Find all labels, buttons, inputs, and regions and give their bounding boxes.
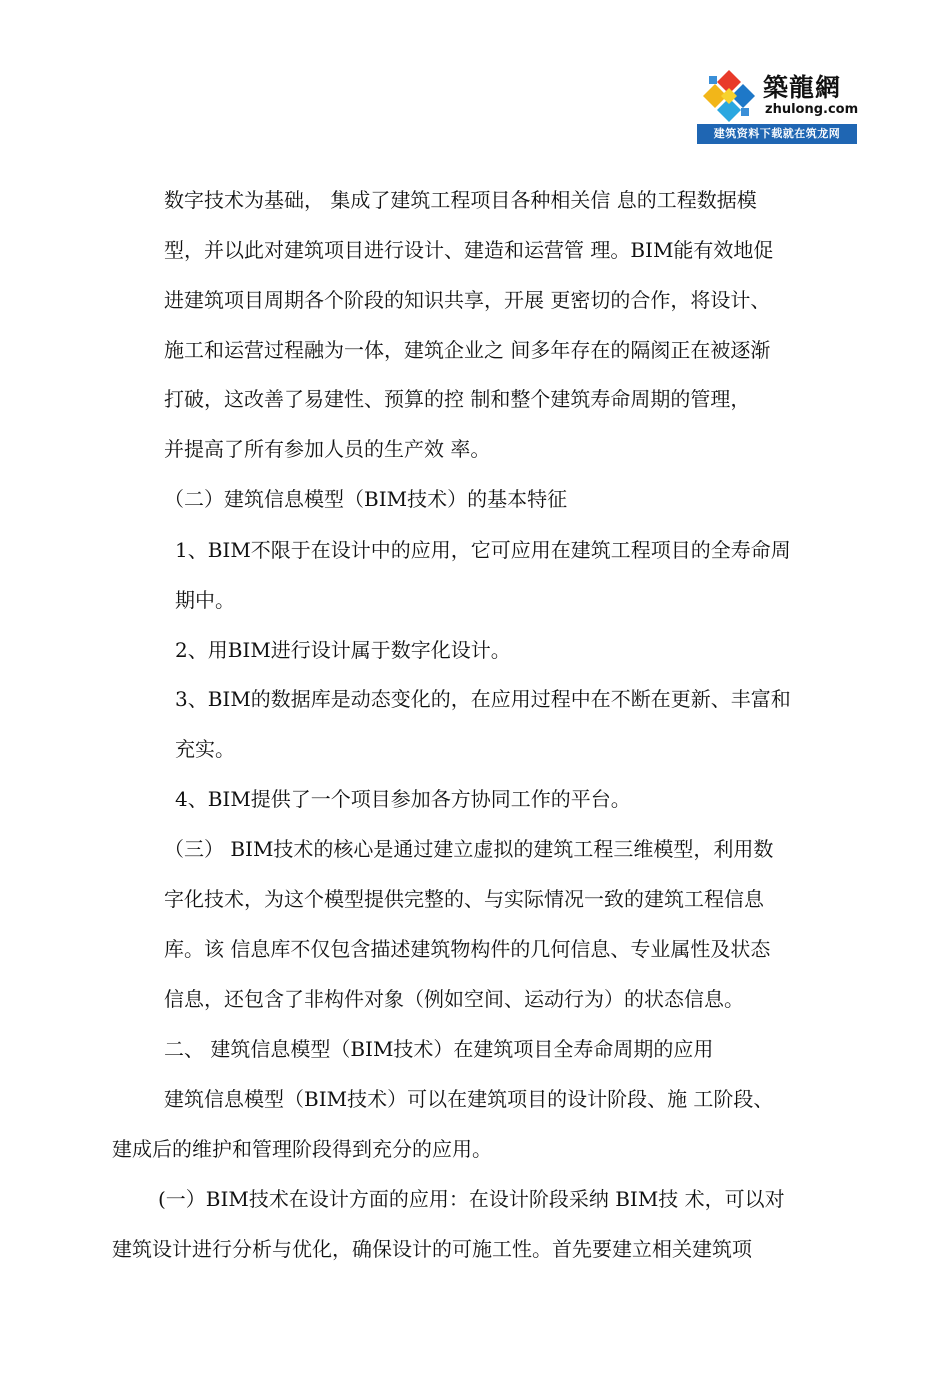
body-line: 信息，还包含了非构件对象（例如空间、运动行为）的状态信息。 <box>164 987 744 1011</box>
logo-brand-name: 築龍網 <box>763 73 842 102</box>
list-item: 3、BIM的数据库是动态变化的，在应用过程中在不断在更新、丰富和 <box>175 687 791 711</box>
list-item: 1、BIM不限于在设计中的应用，它可应用在建筑工程项目的全寿命周 <box>175 538 791 562</box>
body-line: 进建筑项目周期各个阶段的知识共享，开展 更密切的合作，将设计、 <box>164 288 771 312</box>
section-heading: （二）建筑信息模型（BIM技术）的基本特征 <box>164 487 568 511</box>
body-line: （三） BIM技术的核心是通过建立虚拟的建筑工程三维模型，利用数 <box>164 837 774 861</box>
list-item-continuation: 充实。 <box>175 737 235 761</box>
body-line: 库。该 信息库不仅包含描述建筑物构件的几何信息、专业属性及状态 <box>164 937 771 961</box>
body-line: 型，并以此对建筑项目进行设计、建造和运营管 理。BIM能有效地促 <box>164 238 774 262</box>
body-line: 建成后的维护和管理阶段得到充分的应用。 <box>112 1137 492 1161</box>
list-item: 4、BIM提供了一个项目参加各方协同工作的平台。 <box>175 787 631 811</box>
list-item: 2、用BIM进行设计属于数字化设计。 <box>175 638 511 662</box>
body-line: 打破，这改善了易建性、预算的控 制和整个建筑寿命周期的管理， <box>164 387 751 411</box>
zhulong-logo-icon <box>701 68 757 124</box>
logo-slogan: 建筑资料下载就在筑龙网 <box>697 124 857 144</box>
list-item-continuation: 期中。 <box>175 588 235 612</box>
body-line: (一）BIM技术在设计方面的应用：在设计阶段采纳 BIM技 术，可以对 <box>158 1187 785 1211</box>
body-line: 建筑设计进行分析与优化，确保设计的可施工性。首先要建立相关建筑项 <box>112 1237 752 1261</box>
body-line: 施工和运营过程融为一体，建筑企业之 间多年存在的隔阂正在被逐渐 <box>164 338 771 362</box>
body-line: 建筑信息模型（BIM技术）可以在建筑项目的设计阶段、施 工阶段、 <box>164 1087 774 1111</box>
zhulong-logo <box>697 66 857 144</box>
chapter-heading: 二、 建筑信息模型（BIM技术）在建筑项目全寿命周期的应用 <box>164 1037 714 1061</box>
body-line: 字化技术，为这个模型提供完整的、与实际情况一致的建筑工程信息 <box>164 887 764 911</box>
body-line: 数字技术为基础， 集成了建筑工程项目各种相关信 息的工程数据模 <box>164 188 757 212</box>
body-line: 并提高了所有参加人员的生产效 率。 <box>164 437 491 461</box>
logo-domain: zhulong.com <box>765 102 859 117</box>
